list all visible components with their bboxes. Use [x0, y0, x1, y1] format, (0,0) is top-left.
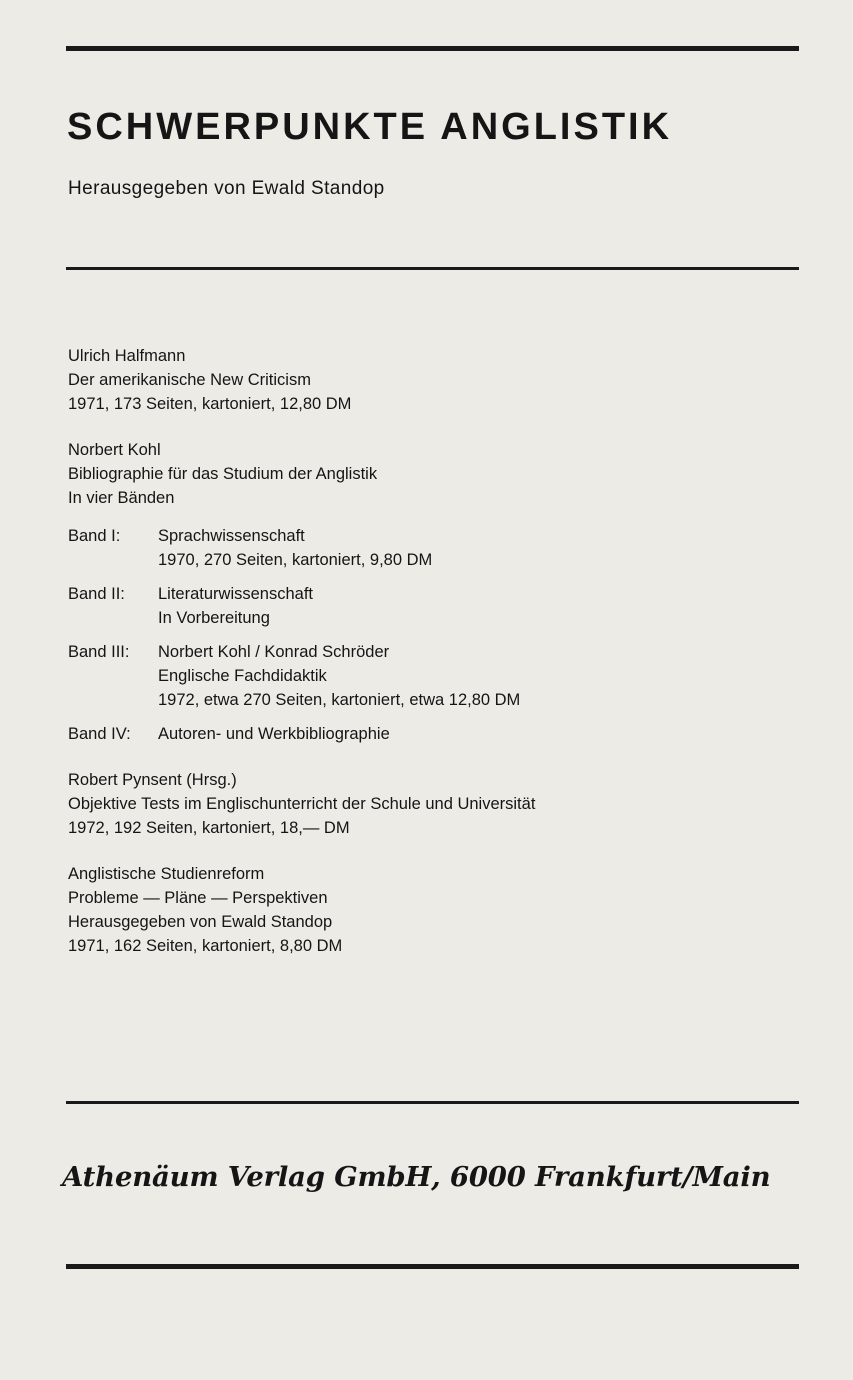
series-title: SCHWERPUNKTE ANGLISTIK	[67, 106, 673, 148]
volume-title: Sprachwissenschaft	[158, 527, 305, 545]
book-title: Bibliographie für das Studium der Anglistik	[68, 465, 378, 483]
book-title: Anglistische Studienreform	[68, 865, 265, 883]
lower-rule	[66, 1101, 799, 1104]
book-details: 1971, 173 Seiten, kartoniert, 12,80 DM	[68, 395, 352, 413]
book-author: Norbert Kohl	[68, 441, 161, 459]
volume-item	[68, 640, 788, 712]
volume-item	[68, 582, 788, 630]
volume-label: Band I:	[68, 527, 121, 545]
book-subtitle: In vier Bänden	[68, 489, 175, 507]
top-rule	[66, 46, 799, 51]
book-subtitle: Probleme — Pläne — Perspektiven	[68, 889, 328, 907]
volume-authors: Norbert Kohl / Konrad Schröder	[158, 643, 390, 661]
volume-details: In Vorbereitung	[158, 609, 270, 627]
book-entry-pynsent	[68, 768, 788, 840]
volume-title: Autoren- und Werkbibliographie	[158, 725, 390, 743]
volume-label: Band IV:	[68, 725, 131, 743]
book-entry-halfmann	[68, 344, 788, 416]
volume-label: Band II:	[68, 585, 125, 603]
volume-title: Literaturwissenschaft	[158, 585, 313, 603]
book-title: Objektive Tests im Englischunterricht der Schule und Universität	[68, 795, 536, 813]
volume-list	[68, 524, 788, 746]
book-author: Ulrich Halfmann	[68, 347, 186, 365]
book-list	[68, 344, 788, 958]
series-editor: Herausgegeben von Ewald Standop	[68, 178, 385, 199]
volume-item	[68, 524, 788, 572]
book-details: 1972, 192 Seiten, kartoniert, 18,— DM	[68, 819, 350, 837]
middle-rule	[66, 267, 799, 270]
volume-label: Band III:	[68, 643, 130, 661]
publisher-imprint: Athenäum Verlag GmbH, 6000 Frankfurt/Main	[62, 1161, 771, 1193]
bottom-rule	[66, 1264, 799, 1269]
book-title: Der amerikanische New Criticism	[68, 371, 311, 389]
book-entry-studienreform	[68, 862, 788, 958]
volume-title: Englische Fachdidaktik	[158, 667, 327, 685]
book-author: Robert Pynsent (Hrsg.)	[68, 771, 237, 789]
volume-item	[68, 722, 788, 746]
book-entry-kohl	[68, 438, 788, 746]
book-details: 1971, 162 Seiten, kartoniert, 8,80 DM	[68, 937, 343, 955]
volume-details: 1972, etwa 270 Seiten, kartoniert, etwa 12,80 DM	[158, 691, 521, 709]
volume-details: 1970, 270 Seiten, kartoniert, 9,80 DM	[158, 551, 433, 569]
book-editor: Herausgegeben von Ewald Standop	[68, 913, 333, 931]
